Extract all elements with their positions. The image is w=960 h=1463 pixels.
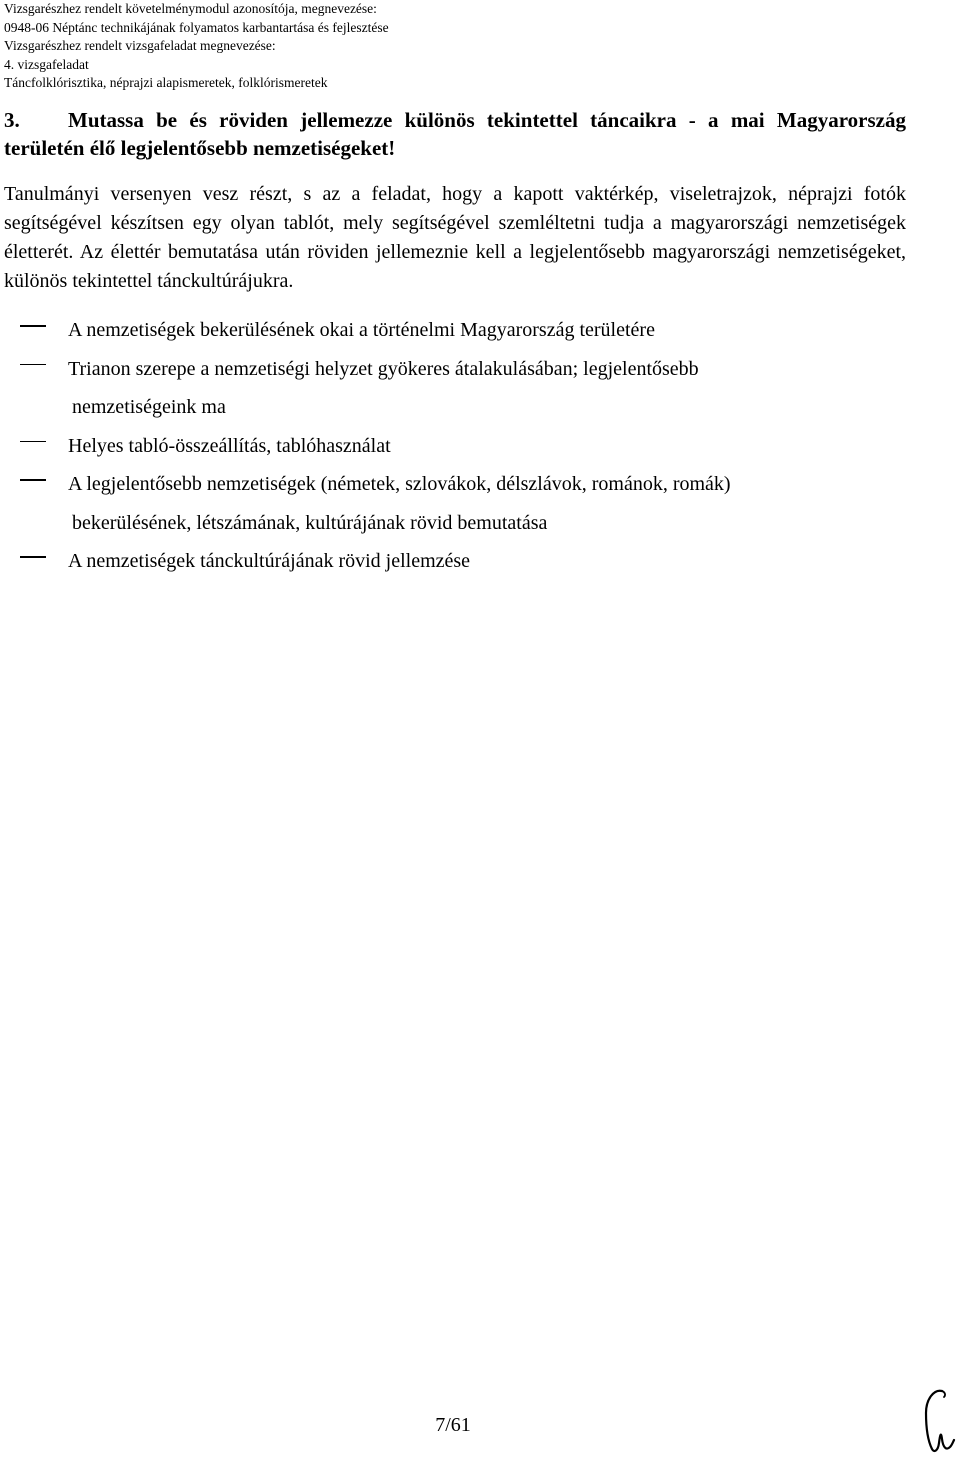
- list-item-text: A nemzetiségek tánckultúrájának rövid jellemzése: [68, 550, 471, 572]
- question-number: 3.: [4, 108, 20, 132]
- list-item-text-continued: bekerülésének, létszámának, kultúrájának rövid bemutatása: [72, 511, 548, 534]
- question-text: Mutassa be és röviden jellemezze különös tekintettel táncaikra - a mai Magyarország területén élő legjelentősebb nemzetiségeket!: [4, 108, 906, 160]
- list-item-text: A legjelentősebb nemzetiségek (németek, szlovákok, délszlávok, románok, romák): [68, 473, 731, 495]
- dash-bullet-icon: [20, 364, 46, 366]
- header-task-name: Táncfolklórisztika, néprajzi alapismeretek, folklórismeretek: [4, 75, 328, 91]
- signature-mark: [918, 1385, 956, 1457]
- question-heading: [4, 106, 906, 162]
- dash-bullet-icon: [20, 325, 46, 327]
- list-item-text-continued: nemzetiségeink ma: [72, 396, 226, 418]
- header-task-number: 4. vizsgafeladat: [4, 56, 89, 72]
- page-number: 7/61: [435, 1414, 471, 1436]
- list-item-text: A nemzetiségek bekerülésének okai a történelmi Magyarország területére: [68, 319, 655, 341]
- header-module-name: 0948-06 Néptánc technikájának folyamatos karbantartása és fejlesztése: [4, 19, 389, 35]
- document-header: [4, 0, 389, 93]
- list-item-text: Helyes tabló-összeállítás, tablóhasználat: [68, 434, 391, 457]
- dash-bullet-icon: [20, 479, 46, 481]
- dash-bullet-icon: [20, 556, 46, 558]
- task-description: Tanulmányi versenyen vesz részt, s az a feladat, hogy a kapott vaktérkép, viseletrajzok, néprajzi fotók segítségével készítsen egy olyan tablót, mely segítségével szemléltetni tudja a magyarországi nemzetiségek életterét. Az élettér bemutatása után röviden jellemeznie kell a legjelentősebb magyarországi nemzetiségeket, különös tekintettel tánckultúrájukra.: [4, 183, 906, 292]
- header-module-label: Vizsgarészhez rendelt követelménymodul azonosítója, megnevezése:: [4, 1, 377, 16]
- dash-bullet-icon: [20, 441, 46, 443]
- header-task-label: Vizsgarészhez rendelt vizsgafeladat megnevezése:: [4, 38, 276, 54]
- list-item-text: Trianon szerepe a nemzetiségi helyzet gyökeres átalakulásában; legjelentősebb: [68, 357, 699, 380]
